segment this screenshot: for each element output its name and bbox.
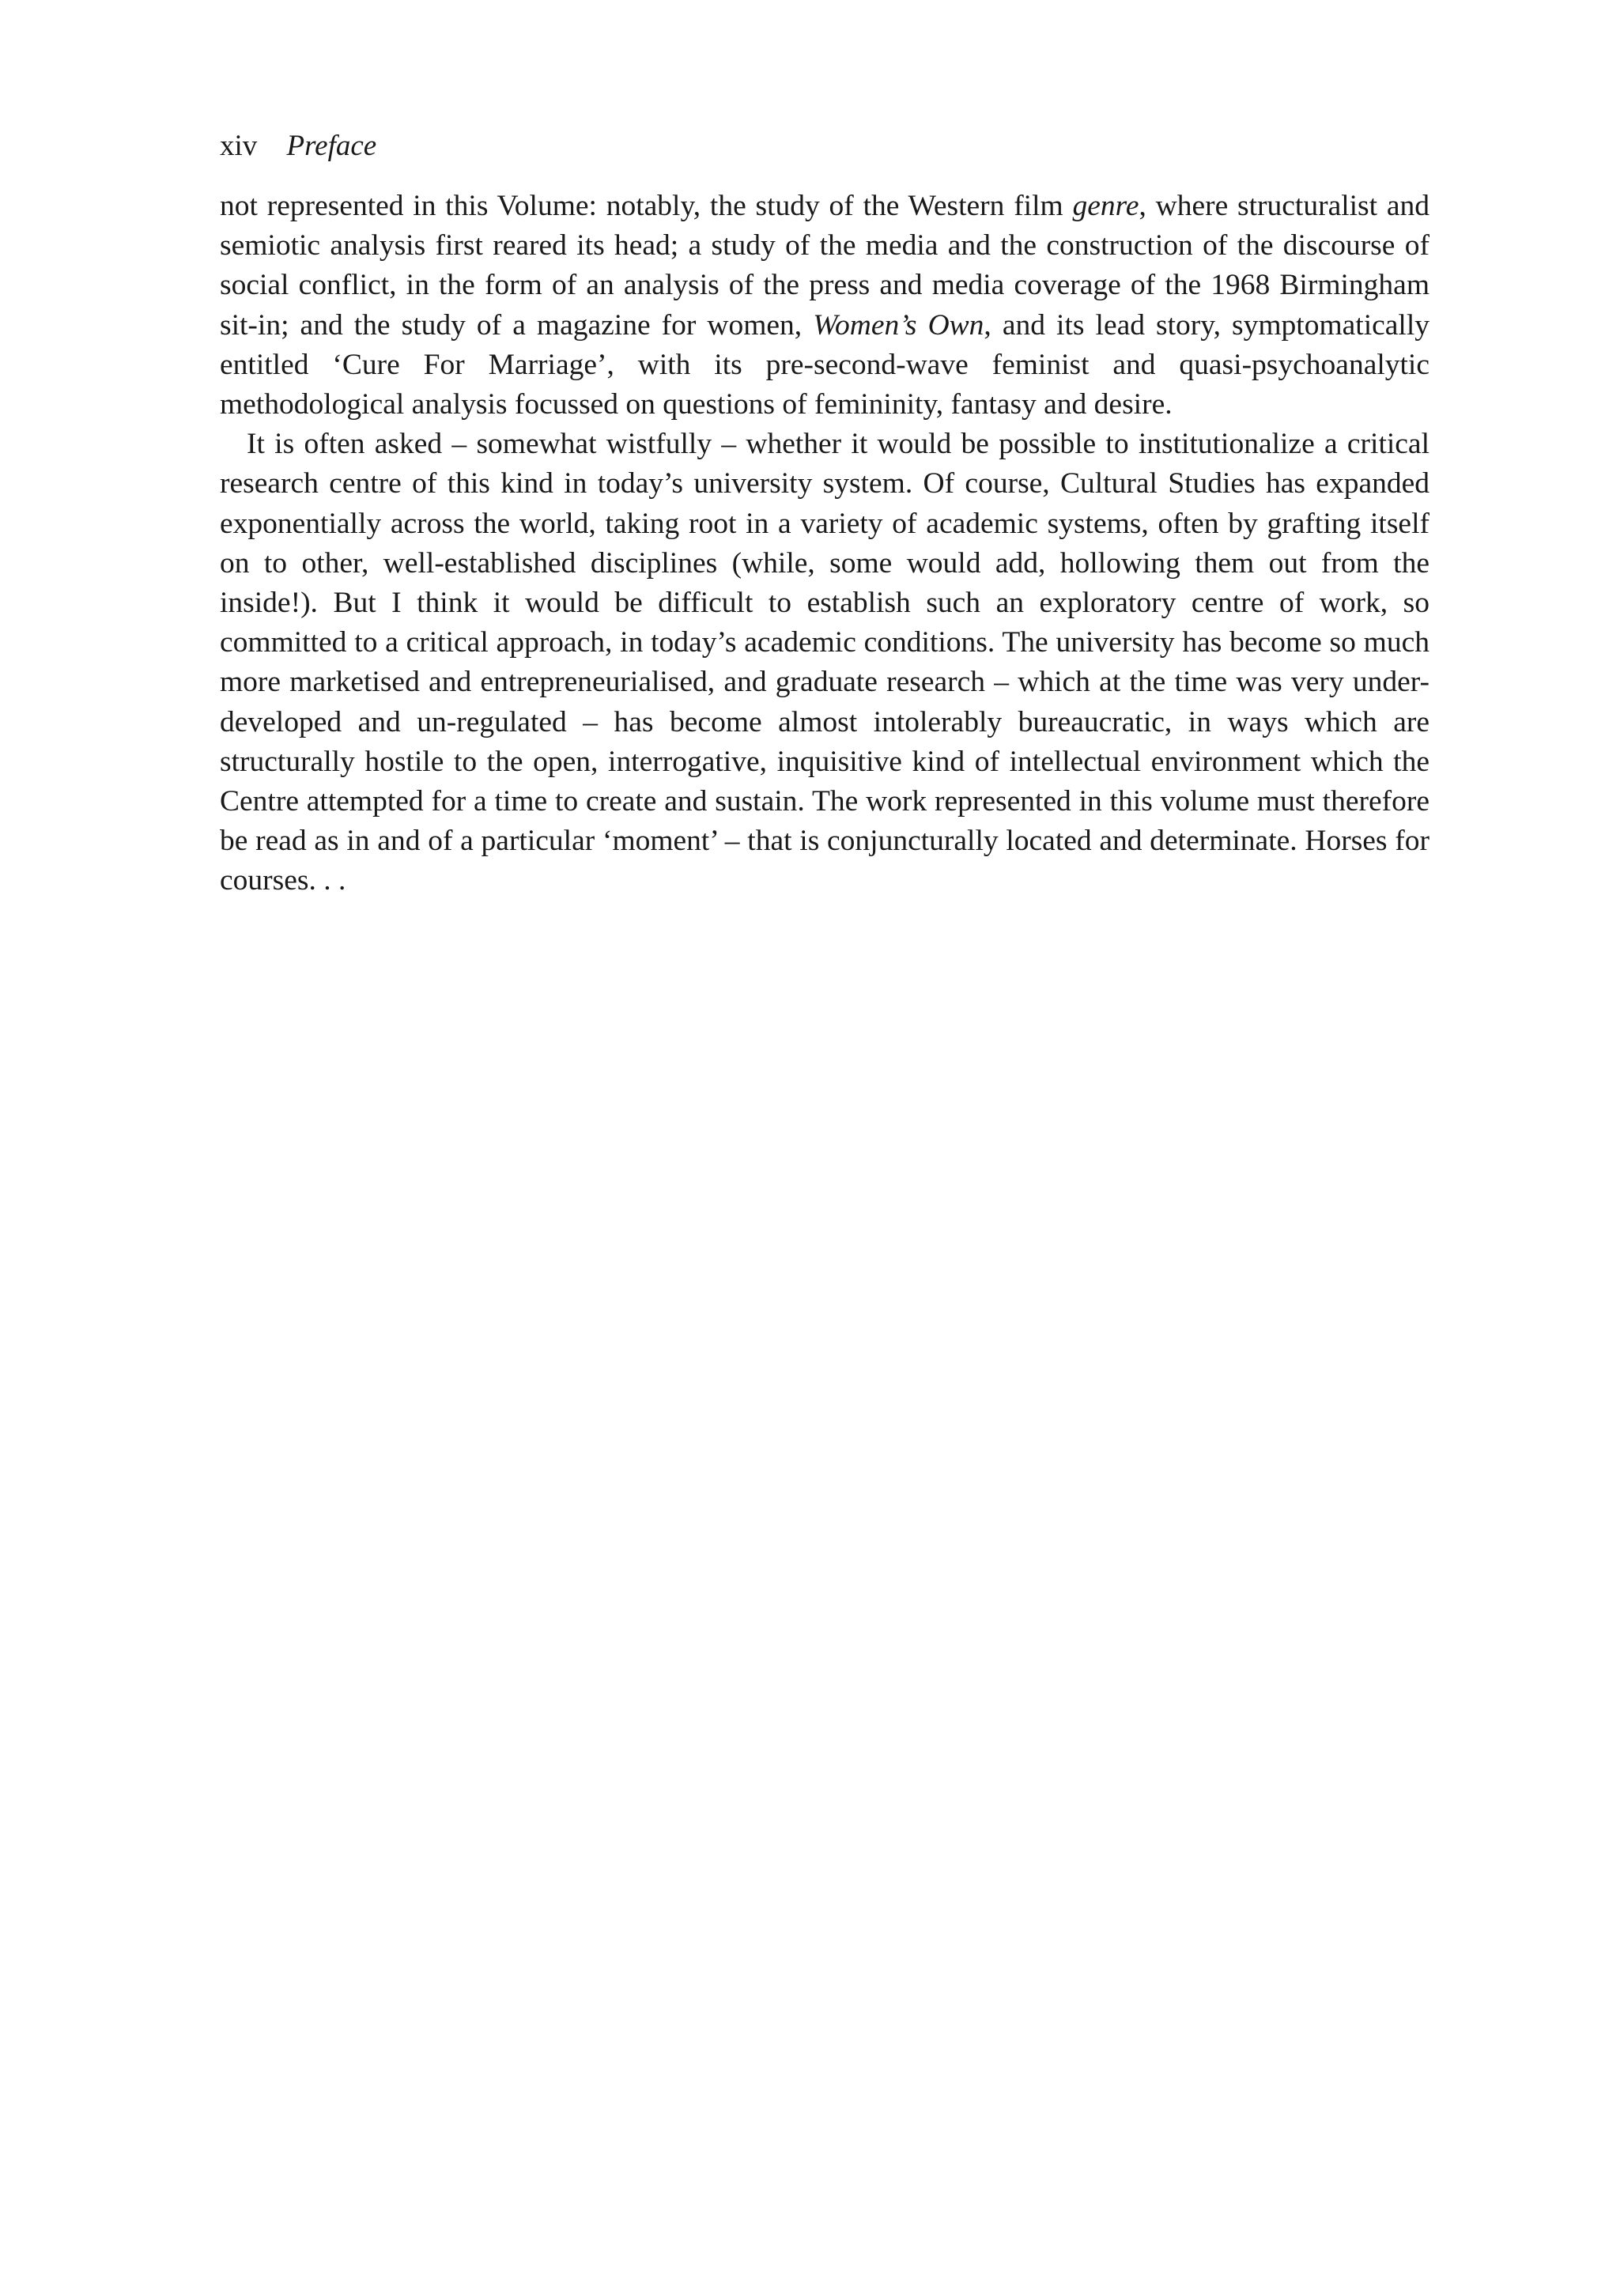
paragraph — [220, 425, 1429, 901]
body-text — [220, 187, 1429, 901]
section-title: Preface — [286, 130, 377, 162]
text-segment: It is often asked – somewhat wistfully – whether it would be possible to institutionalize a critical research centre of this kind in today’s university system. Of course, Cultural Studies has expanded exponentially across the world, taking root in a variety of academic systems, often by grafting itself on to other, well-established disciplines (while, some would add, hollowing them out from the inside!). But I think it would be difficult to establish such an exploratory centre of work, so committed to a critical approach, in today’s academic conditions. The university has become so much more marketised and entrepreneurialised, and graduate research – which at the time was very under-developed and un-regulated – has become almost intolerably bureaucratic, in ways which are structurally hostile to the open, interrogative, inquisitive kind of intellectual environment which the Centre attempted for a time to create and sustain. The work represented in this volume must therefore be read as in and of a particular ‘moment’ – that is conjuncturally located and determinate. Horses for courses. . . — [220, 428, 1429, 897]
page-number: xiv — [220, 130, 258, 162]
paragraph-continued — [220, 187, 1429, 425]
magazine-title: Women’s Own — [813, 308, 984, 342]
running-head — [220, 127, 376, 166]
text-segment: , where structuralist and semiotic analysis first reared its head; a study of the media and the construction of the discourse of social conflict, in the form of an analysis of the press and media coverage of the 1968 Birmingham sit-in; and the study of a magazine for women, — [220, 190, 1429, 342]
text-segment: not represented in this Volume: notably, the study of the Western film — [220, 190, 1073, 222]
italic-term-genre: genre — [1072, 190, 1139, 222]
text-segment: , and its lead story, symptomatically entitled ‘Cure For Marriage’, with its pre-second-wave feminist and quasi-psychoanalytic methodological analysis focussed on questions of femininity, fantasy and desire. — [220, 308, 1429, 421]
